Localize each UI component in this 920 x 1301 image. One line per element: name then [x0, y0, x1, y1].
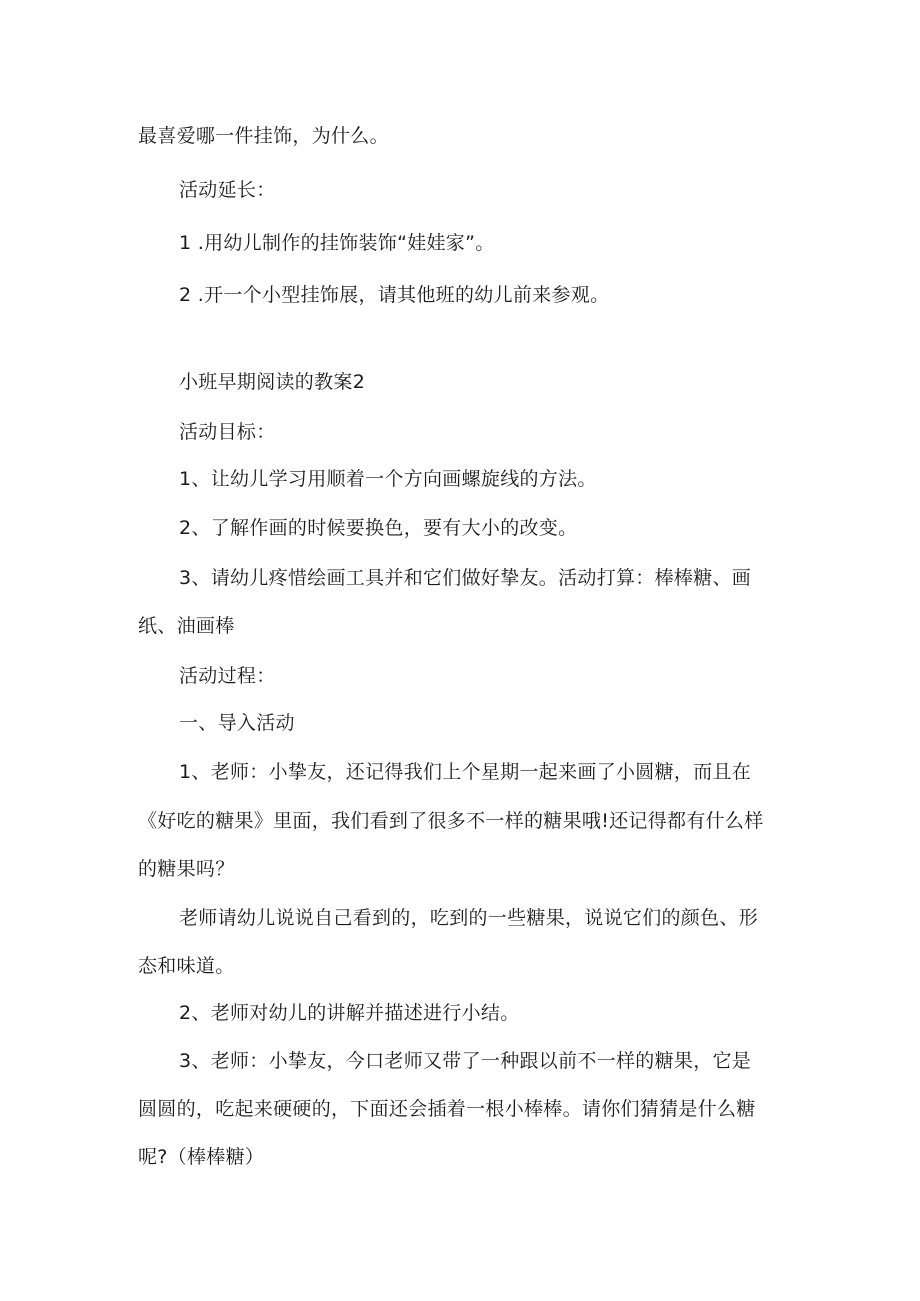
text-line: 2、老师对幼儿的讲解并描述进行小结。: [179, 1002, 520, 1024]
text-line: 纸、油画棒: [138, 615, 235, 637]
text-line: 1、老师：小挚友，还记得我们上个星期一起来画了小圆糖，而且在: [179, 761, 752, 783]
lesson-title: 小班早期阅读的教案2: [179, 371, 366, 393]
text-line: 态和味道。: [138, 955, 235, 977]
text-line: 最喜爱哪一件挂饰，为什么。: [138, 125, 389, 147]
text-line: 老师请幼儿说说自己看到的，吃到的一些糖果，说说它们的颜色、形: [179, 907, 759, 929]
text-line: 《好吃的糖果》里面，我们看到了很多不一样的糖果哦!还记得都有什么样: [138, 810, 764, 832]
section-heading: 一、导入活动: [179, 712, 295, 734]
text-line: 的糖果吗？: [138, 858, 235, 880]
list-item: 3、请幼儿疼惜绘画工具并和它们做好挚友。活动打算：棒棒糖、画: [179, 567, 752, 589]
list-item: 1、让幼儿学习用顺着一个方向画螺旋线的方法。: [179, 468, 597, 490]
section-heading: 活动目标：: [179, 421, 276, 443]
text-line: 3、老师：小挚友，今口老师又带了一种跟以前不一样的糖果，它是: [179, 1050, 752, 1072]
text-line: 呢?（棒棒糖）: [138, 1146, 265, 1168]
list-item: 1 .用幼儿制作的挂饰装饰“娃娃家”。: [179, 232, 495, 254]
list-item: 2 .开一个小型挂饰展，请其他班的幼儿前来参观。: [179, 284, 610, 306]
text-line: 圆圆的，吃起来硬硬的，下面还会插着一根小棒棒。请你们猜猜是什么糖: [138, 1098, 756, 1120]
list-item: 2、了解作画的时候要换色，要有大小的改变。: [179, 517, 578, 539]
section-heading: 活动延长：: [179, 179, 276, 201]
section-heading: 活动过程：: [179, 665, 276, 687]
